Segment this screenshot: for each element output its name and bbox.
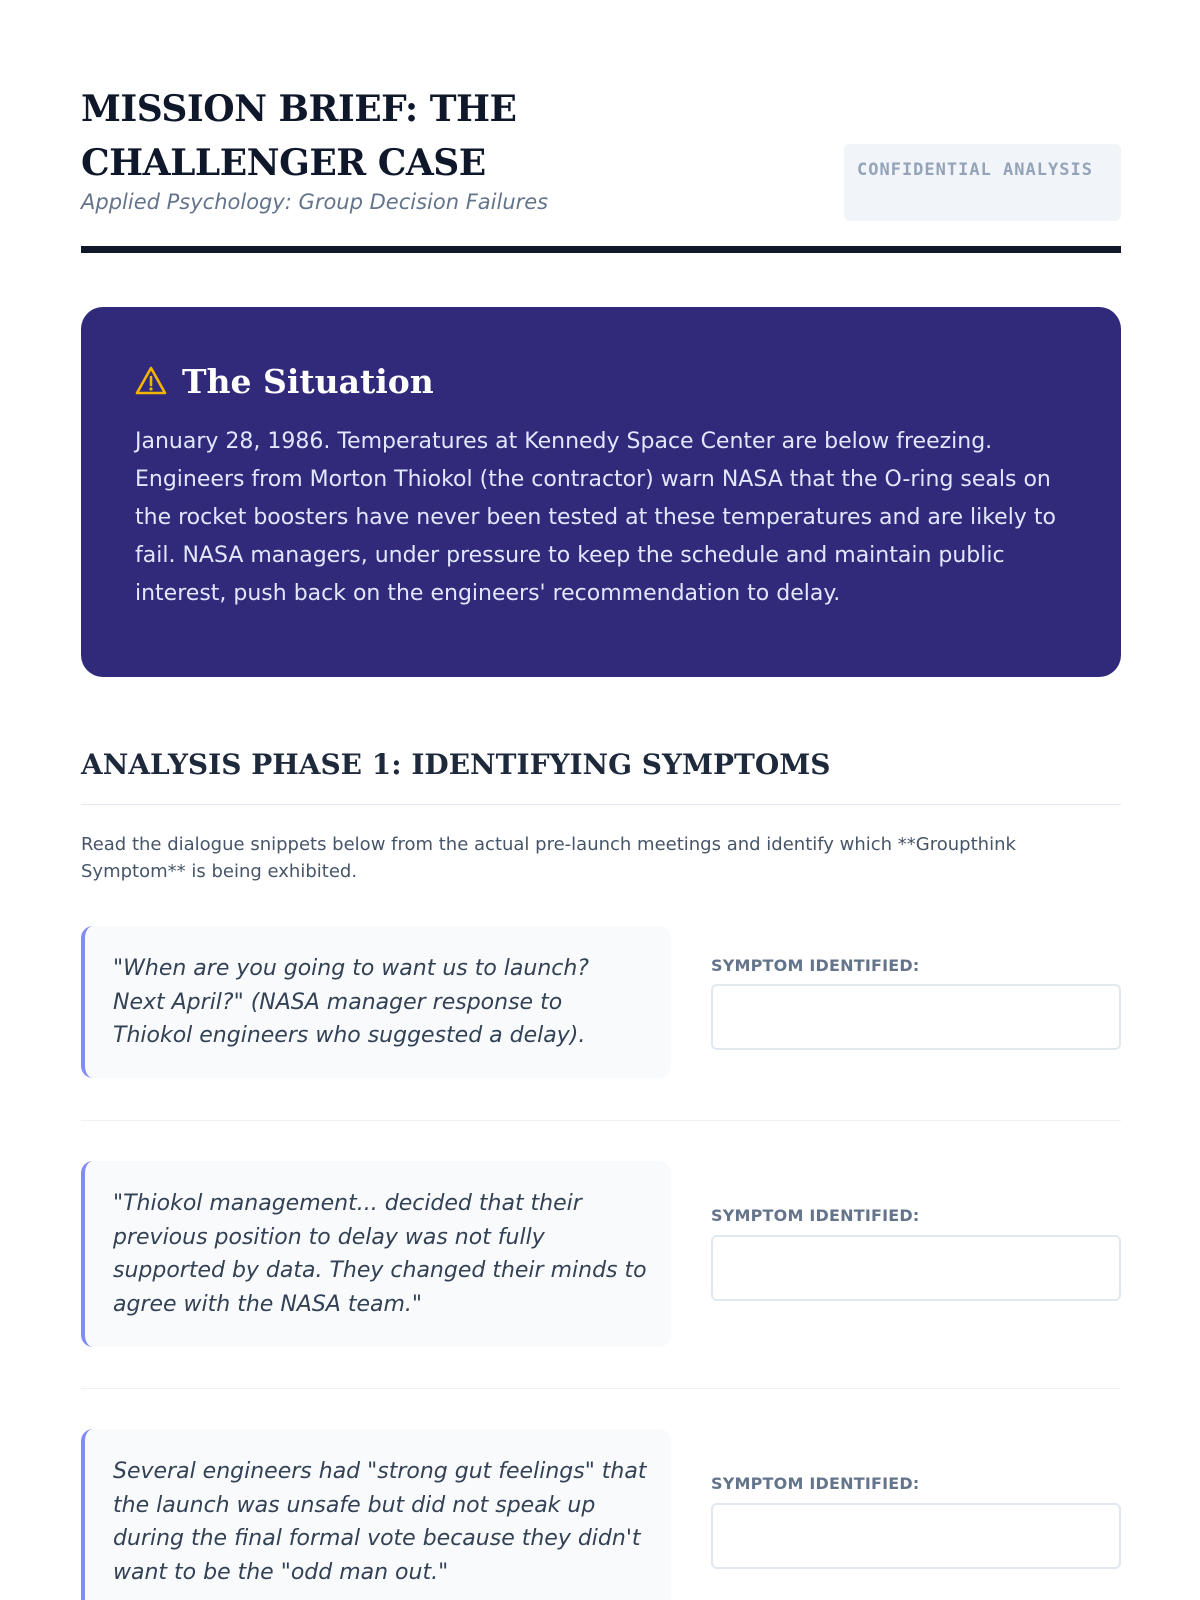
symptom-input[interactable] (711, 1235, 1121, 1301)
page-title: MISSION BRIEF: THE CHALLENGER CASE (81, 88, 517, 184)
situation-card (81, 307, 1121, 677)
item-divider (81, 1388, 1121, 1389)
situation-heading (135, 359, 1067, 403)
situation-body: January 28, 1986. Temperatures at Kennedy Space Center are below freezing. Engineers from Morton Thiokol (the contractor) warn NASA that the O-ring seals on the rocket boosters have never been tested at these temperatures and are likely to fail. NASA managers, under pressure to keep the schedule and maintain public interest, push back on the engineers' recommendation to delay. (135, 429, 1056, 606)
symptom-label: SYMPTOM IDENTIFIED: (711, 956, 920, 975)
warning-triangle-icon (135, 365, 167, 397)
confidential-badge: CONFIDENTIAL ANALYSIS (844, 144, 1121, 221)
phase-instructions: Read the dialogue snippets below from the actual pre-launch meetings and identify which **Groupthink Symptom** is being exhibited. (81, 834, 1016, 882)
symptom-label: SYMPTOM IDENTIFIED: (711, 1206, 920, 1225)
dialogue-quote: "When are you going to want us to launch? Next April?" (NASA manager response to Thiokol engineers who suggested a delay). (81, 926, 671, 1078)
symptom-input[interactable] (711, 1503, 1121, 1569)
symptom-label: SYMPTOM IDENTIFIED: (711, 1474, 920, 1493)
phase-divider (81, 804, 1121, 805)
dialogue-quote: Several engineers had "strong gut feelings" that the launch was unsafe but did not speak up during the final formal vote because they didn't want to be the "odd man out." (81, 1429, 671, 1600)
phase-title: ANALYSIS PHASE 1: IDENTIFYING SYMPTOMS (81, 748, 831, 781)
symptom-input[interactable] (711, 984, 1121, 1050)
mission-brief-page (81, 0, 1121, 1585)
dialogue-quote: "Thiokol management... decided that their previous position to delay was not fully supported by data. They changed their minds to agree with the NASA team." (81, 1161, 671, 1347)
page-header (81, 0, 1121, 254)
header-divider (81, 246, 1121, 253)
page-subtitle: Applied Psychology: Group Decision Failures (81, 190, 549, 214)
item-divider (81, 1120, 1121, 1121)
situation-title: The Situation (182, 361, 434, 401)
